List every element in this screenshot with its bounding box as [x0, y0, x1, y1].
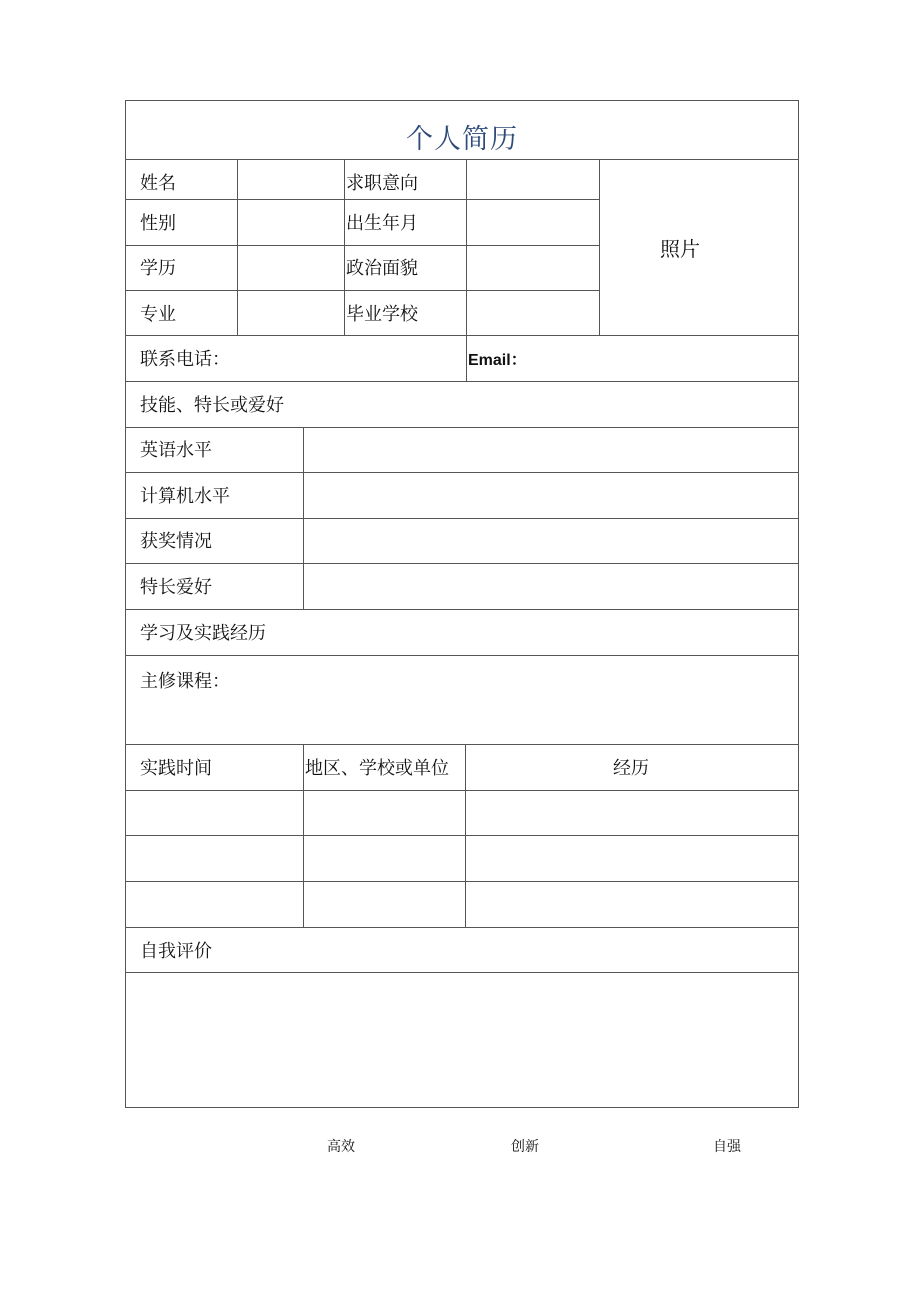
computer-level-field[interactable] — [304, 473, 798, 518]
row-divider — [125, 381, 799, 382]
row-divider — [125, 927, 799, 928]
border-top — [125, 100, 799, 101]
exp-row-3-time[interactable] — [126, 882, 303, 927]
awards-field[interactable] — [304, 519, 798, 563]
border-left — [125, 100, 126, 1108]
footer-word: 自强 — [713, 1139, 741, 1155]
education-label: 学历 — [140, 258, 176, 279]
photo-label: 照片 — [660, 237, 700, 261]
job-intention-field[interactable] — [467, 160, 599, 199]
exp-row-1-detail[interactable] — [466, 791, 798, 835]
phone-label: 联系电话： — [140, 349, 230, 370]
exp-row-1-place[interactable] — [304, 791, 465, 835]
courses-field[interactable] — [235, 656, 798, 744]
exp-row-3-place[interactable] — [304, 882, 465, 927]
gender-label: 性别 — [140, 213, 176, 234]
computer-level-label: 计算机水平 — [140, 486, 230, 507]
education-field[interactable] — [238, 246, 344, 290]
exp-row-3-detail[interactable] — [466, 882, 798, 927]
birth-field[interactable] — [467, 200, 599, 245]
border-right — [798, 100, 799, 1108]
school-label: 毕业学校 — [346, 304, 418, 325]
table-header-time: 实践时间 — [140, 758, 212, 779]
photo-area[interactable] — [600, 160, 798, 335]
exp-row-2-detail[interactable] — [466, 836, 798, 881]
row-divider — [125, 609, 799, 610]
name-label: 姓名 — [140, 173, 176, 194]
phone-field[interactable] — [235, 336, 465, 381]
major-label: 专业 — [140, 304, 176, 325]
english-level-field[interactable] — [304, 428, 798, 472]
english-level-label: 英语水平 — [140, 440, 212, 461]
name-field[interactable] — [238, 160, 344, 199]
exp-row-2-place[interactable] — [304, 836, 465, 881]
page-title: 个人简历 — [406, 124, 518, 155]
major-field[interactable] — [238, 291, 344, 335]
courses-label: 主修课程： — [140, 671, 230, 692]
job-intention-label: 求职意向 — [346, 173, 418, 194]
exp-row-2-time[interactable] — [126, 836, 303, 881]
row-divider — [125, 744, 799, 745]
hobbies-label: 特长爱好 — [140, 577, 212, 598]
birth-label: 出生年月 — [346, 213, 418, 234]
experience-section-title: 学习及实践经历 — [140, 623, 266, 644]
exp-row-1-time[interactable] — [126, 791, 303, 835]
resume-form — [125, 100, 799, 1108]
border-bottom — [125, 1107, 799, 1108]
school-field[interactable] — [467, 291, 599, 335]
political-status-label: 政治面貌 — [346, 258, 418, 279]
footer-word: 创新 — [511, 1139, 539, 1155]
hobbies-field[interactable] — [304, 564, 798, 609]
skills-section-title: 技能、特长或爱好 — [140, 395, 284, 416]
table-header-place: 地区、学校或单位 — [305, 758, 449, 779]
awards-label: 获奖情况 — [140, 531, 212, 552]
self-evaluation-title: 自我评价 — [140, 941, 212, 962]
email-field[interactable] — [530, 336, 798, 381]
self-evaluation-field[interactable] — [126, 973, 798, 1107]
gender-field[interactable] — [238, 200, 344, 245]
basic-col-divider — [344, 159, 345, 335]
email-label: Email： — [468, 352, 527, 369]
political-status-field[interactable] — [467, 246, 599, 290]
table-header-experience: 经历 — [613, 758, 649, 779]
footer-word: 高效 — [327, 1139, 355, 1155]
